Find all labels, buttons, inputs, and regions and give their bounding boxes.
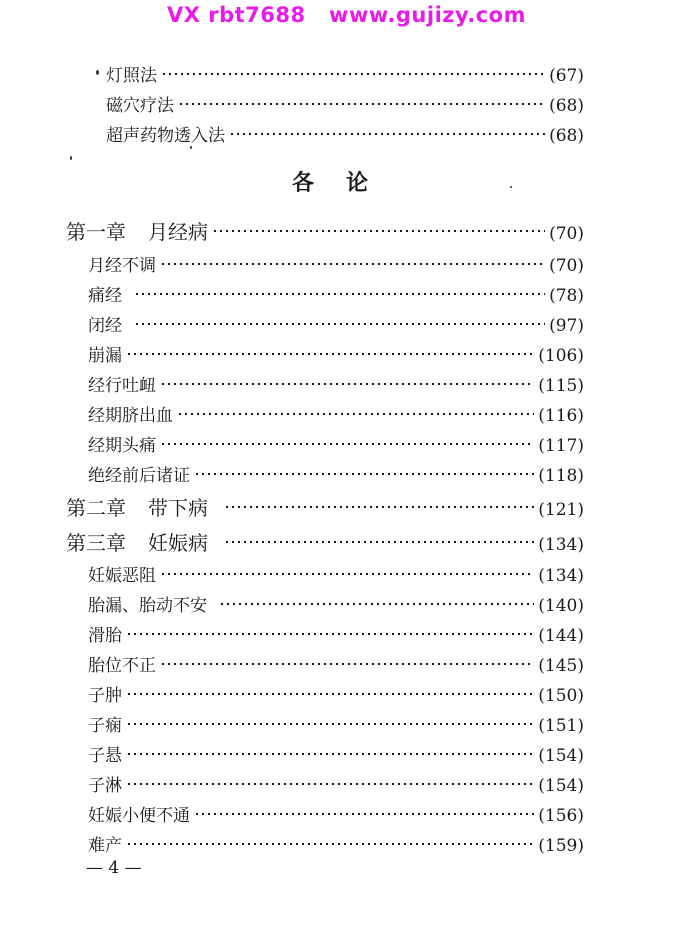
chapter-page: (70) bbox=[549, 224, 584, 244]
dot-leader bbox=[178, 102, 545, 106]
toc-entry bbox=[88, 711, 584, 736]
toc-entry-page: (70) bbox=[549, 256, 584, 276]
chapter-page: (134) bbox=[538, 535, 584, 555]
toc-entry-title: 子悬 bbox=[88, 746, 122, 766]
dot-leader bbox=[224, 540, 534, 544]
dot-leader bbox=[160, 262, 545, 266]
toc-entry bbox=[88, 831, 584, 856]
toc-entry-title: 灯照法 bbox=[106, 66, 157, 86]
toc-entry-title: 绝经前后诸证 bbox=[88, 466, 190, 486]
toc-entry bbox=[88, 771, 584, 796]
chapter-number: 第二章 bbox=[66, 496, 126, 520]
toc-entry-page: (154) bbox=[538, 746, 584, 766]
dot-leader bbox=[160, 442, 534, 446]
toc-entry bbox=[88, 401, 584, 426]
toc-entry bbox=[88, 621, 584, 646]
toc-entry bbox=[88, 341, 584, 366]
chapter-heading bbox=[66, 527, 584, 556]
toc-entry-title: 经期头痛 bbox=[88, 436, 156, 456]
chapter-heading bbox=[66, 492, 584, 521]
dot-leader bbox=[126, 782, 534, 786]
dot-leader bbox=[126, 752, 534, 756]
toc-entry-page: (150) bbox=[538, 686, 584, 706]
toc-entry-page: (115) bbox=[538, 376, 584, 396]
watermark-text: VX rbt7688 www.gujizy.com bbox=[167, 3, 526, 27]
toc-entry-page: (156) bbox=[538, 806, 584, 826]
scan-speck bbox=[190, 146, 192, 149]
toc-entry bbox=[88, 801, 584, 826]
chapter-name: 带下病 bbox=[148, 496, 208, 520]
toc-entry bbox=[88, 311, 584, 336]
chapter-page: (121) bbox=[538, 500, 584, 520]
toc-entry-title: 胎漏、胎动不安 bbox=[88, 596, 207, 616]
chapter-number: 第一章 bbox=[66, 220, 126, 244]
chapter-name: 月经病 bbox=[148, 220, 208, 244]
toc-entry-page: (97) bbox=[549, 316, 584, 336]
dot-leader bbox=[224, 505, 534, 509]
chapter-heading bbox=[66, 216, 584, 245]
toc-entry-title: 崩漏 bbox=[88, 346, 122, 366]
toc-entry-page: (159) bbox=[538, 836, 584, 856]
chapter-name: 妊娠病 bbox=[148, 531, 208, 555]
toc-entry bbox=[88, 461, 584, 486]
dot-leader bbox=[126, 352, 534, 356]
toc-entry-page: (68) bbox=[549, 126, 584, 146]
dot-leader bbox=[212, 229, 545, 233]
toc-entry-title: 经行吐衄 bbox=[88, 376, 156, 396]
chapter-number: 第三章 bbox=[66, 531, 126, 555]
toc-entry bbox=[88, 591, 584, 616]
toc-entry-title: 难产 bbox=[88, 836, 122, 856]
toc-entry-title: 痛经 bbox=[88, 286, 122, 306]
toc-entry-page: (154) bbox=[538, 776, 584, 796]
toc-entry-title: 滑胎 bbox=[88, 626, 122, 646]
scan-speck bbox=[96, 70, 99, 75]
toc-entry-title: 超声药物透入法 bbox=[106, 126, 225, 146]
toc-entry-page: (144) bbox=[538, 626, 584, 646]
toc-entry bbox=[88, 651, 584, 676]
dot-leader bbox=[229, 132, 545, 136]
toc-entry-page: (151) bbox=[538, 716, 584, 736]
toc-entry-page: (134) bbox=[538, 566, 584, 586]
toc-entry-title: 胎位不正 bbox=[88, 656, 156, 676]
dot-leader bbox=[134, 292, 545, 296]
dot-leader bbox=[126, 842, 534, 846]
dot-leader bbox=[126, 692, 534, 696]
toc-entry-page: (140) bbox=[538, 596, 584, 616]
toc-entry-page: (117) bbox=[538, 436, 584, 456]
toc-entry bbox=[106, 61, 584, 86]
dot-leader bbox=[160, 382, 534, 386]
section-heading: 各论 bbox=[291, 170, 400, 196]
toc-entry bbox=[88, 561, 584, 586]
dot-leader bbox=[160, 662, 534, 666]
toc-entry-title: 经期脐出血 bbox=[88, 406, 173, 426]
scan-speck bbox=[510, 186, 512, 188]
dot-leader bbox=[177, 412, 534, 416]
toc-entry bbox=[88, 431, 584, 456]
scan-speck bbox=[70, 156, 72, 160]
toc-entry bbox=[88, 741, 584, 766]
toc-entry-title: 闭经 bbox=[88, 316, 122, 336]
dot-leader bbox=[219, 602, 534, 606]
dot-leader bbox=[194, 472, 534, 476]
toc-entry-title: 子肿 bbox=[88, 686, 122, 706]
dot-leader bbox=[194, 812, 534, 816]
dot-leader bbox=[160, 572, 534, 576]
toc-entry-title: 子淋 bbox=[88, 776, 122, 796]
dot-leader bbox=[161, 72, 545, 76]
toc-entry-title: 妊娠恶阻 bbox=[88, 566, 156, 586]
toc-entry-page: (78) bbox=[549, 286, 584, 306]
toc-entry-page: (118) bbox=[538, 466, 584, 486]
dot-leader bbox=[126, 722, 534, 726]
toc-entry-page: (116) bbox=[538, 406, 584, 426]
toc-entry bbox=[88, 681, 584, 706]
toc-entry bbox=[88, 281, 584, 306]
dot-leader bbox=[126, 632, 534, 636]
toc-entry bbox=[88, 371, 584, 396]
page-number: — 4 — bbox=[86, 858, 142, 878]
toc-entry-page: (68) bbox=[549, 96, 584, 116]
toc-entry bbox=[88, 251, 584, 276]
toc-entry-title: 月经不调 bbox=[88, 256, 156, 276]
toc-entry bbox=[106, 91, 584, 116]
toc-entry-page: (106) bbox=[538, 346, 584, 366]
toc-entry-title: 妊娠小便不通 bbox=[88, 806, 190, 826]
dot-leader bbox=[134, 322, 545, 326]
toc-entry-title: 磁穴疗法 bbox=[106, 96, 174, 116]
toc-entry-page: (67) bbox=[549, 66, 584, 86]
toc-entry-page: (145) bbox=[538, 656, 584, 676]
toc-entry-title: 子痫 bbox=[88, 716, 122, 736]
toc-entry bbox=[106, 121, 584, 146]
